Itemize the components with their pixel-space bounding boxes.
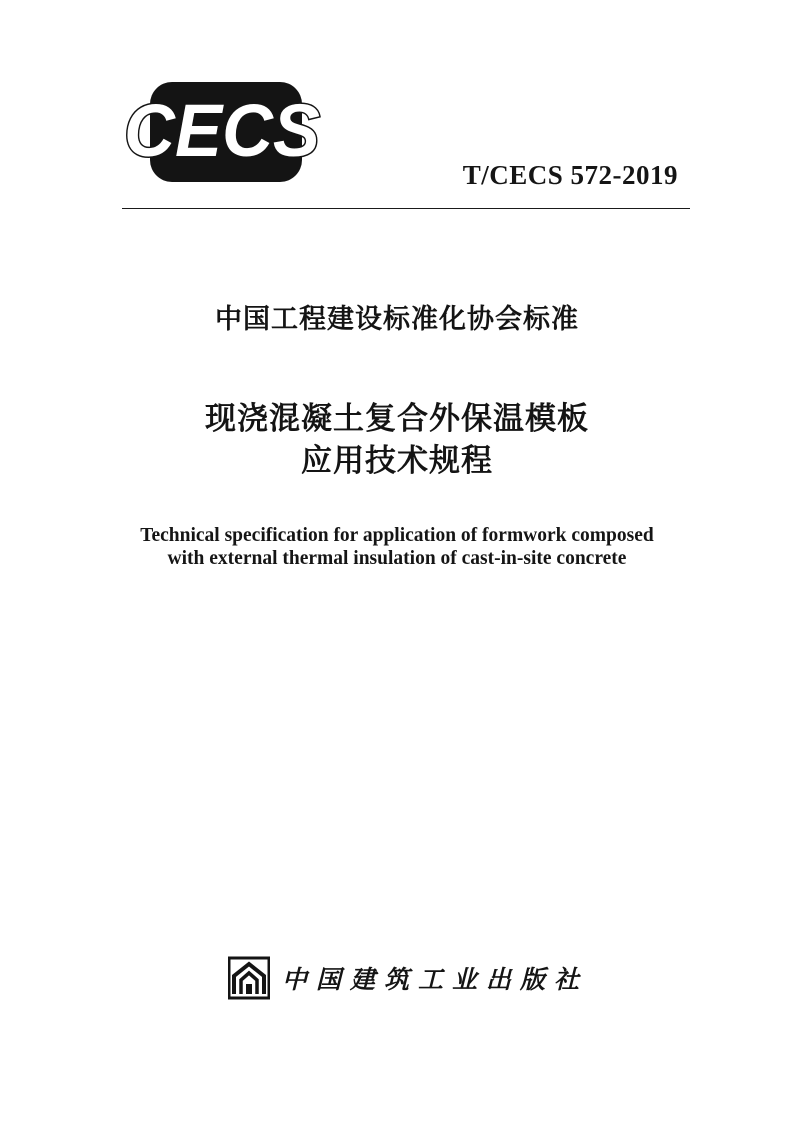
- title-chinese: [0, 398, 794, 482]
- publisher: [228, 955, 588, 1001]
- association-name: 中国工程建设标准化协会标准: [215, 304, 579, 335]
- title-en-line-2: with external thermal insulation of cast-in-site concrete: [167, 548, 627, 569]
- header-divider: [122, 208, 690, 209]
- title-cn-line-1: 现浇混凝土复合外保温模板: [205, 401, 589, 437]
- logo-text: CECS: [124, 89, 320, 172]
- title-english: [0, 524, 794, 570]
- publisher-name: 中国建筑工业出版社: [282, 965, 589, 994]
- title-cn-line-2: 应用技术规程: [301, 443, 493, 479]
- cecs-logo: [122, 80, 322, 184]
- publisher-emblem-icon: [228, 956, 270, 1000]
- cecs-logo-icon: [122, 80, 322, 184]
- standard-code: T/CECS 572-2019: [462, 160, 678, 190]
- title-en-line-1: Technical specification for application of formwork composed: [140, 525, 654, 546]
